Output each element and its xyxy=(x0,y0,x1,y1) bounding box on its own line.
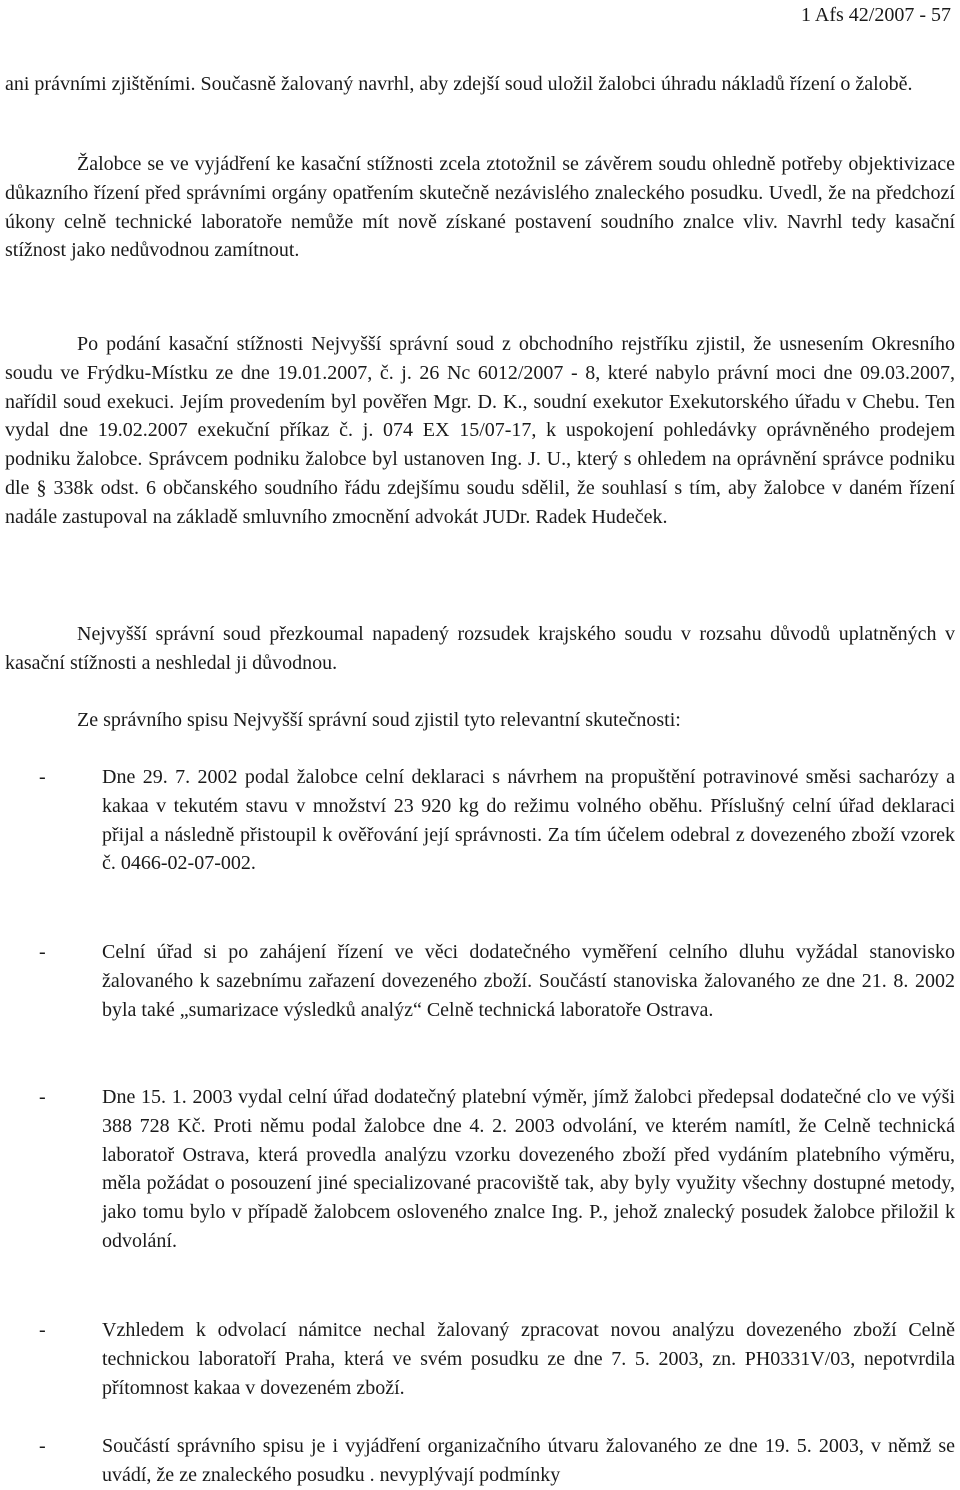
list-item-text: Dne 15. 1. 2003 vydal celní úřad dodatečný platební výměr, jímž žalobci předepsal dodatečné clo ve výši 388 728 Kč. Proti němu podal žalobce dne 4. 2. 2003 odvolání, ve kterém namítl, že Celně technická laboratoř Ostrava, která provedla analýzu vzorku dovezeného zboží před vydáním platebního výměru, měla požádat o posouzení jiné specializované pracoviště tak, aby byly využity všechny dostupné metody, jako tomu bylo v případě žalobcem osloveného znalce Ing. P., jehož znalecký posudek žalobce přiložil k odvolání. xyxy=(102,1086,955,1252)
list-item xyxy=(5,1432,955,1490)
case-reference-header: 1 Afs 42/2007 - 57 xyxy=(801,4,951,26)
list-item xyxy=(5,763,955,878)
list-item-text: Celní úřad si po zahájení řízení ve věci dodatečného vyměření celního dluhu vyžádal stanovisko žalovaného k sazebnímu zařazení dovezeného zboží. Součástí stanoviska žalovaného ze dne 21. 8. 2002 byla také „sumarizace výsledků analýz“ Celně technická laboratoře Ostrava. xyxy=(102,941,955,1021)
paragraph-court-review: Nejvyšší správní soud přezkoumal napadený rozsudek krajského soudu v rozsahu důvodů uplatněných v kasační stížnosti a neshledal ji důvodnou. xyxy=(5,623,955,674)
list-item-text: Součástí správního spisu je i vyjádření organizačního útvaru žalovaného ze dne 19. 5. 2003, v němž se uvádí, že ze znaleckého posudku . nevyplývají podmínky xyxy=(102,1435,955,1486)
list-item-text: Dne 29. 7. 2002 podal žalobce celní deklaraci s návrhem na propuštění potravinové směsi sacharózy a kakaa v tekutém stavu v množství 23 920 kg do režimu volného oběhu. Příslušný celní úřad deklaraci přijal a následně přistoupil k ověřování její správnosti. Za tím účelem odebral z dovezeného zboží vzorek č. 0466-02-07-002. xyxy=(102,766,955,875)
list-item xyxy=(5,1316,955,1402)
list-item-text: Vzhledem k odvolací námitce nechal žalovaný zpracovat novou analýzu dovezeného zboží Celně technickou laboratoří Praha, která ve svém posudku ze dne 7. 5. 2003, zn. PH0331V/03, nepotvrdila přítomnost kakaa v dovezeném zboží. xyxy=(102,1319,955,1399)
list-bullet-dash: - xyxy=(39,1435,46,1457)
list-bullet-dash: - xyxy=(39,1319,46,1341)
list-bullet-dash: - xyxy=(39,766,46,788)
paragraph-execution-facts: Po podání kasační stížnosti Nejvyšší správní soud z obchodního rejstříku zjistil, že usnesením Okresního soudu ve Frýdku-Místku ze dne 19.01.2007, č. j. 26 Nc 6012/2007 - 8, které nabylo právní moci dne 09.03.2007, nařídil soud exekuci. Jejím provedením byl pověřen Mgr. D. K., soudní exekutor Exekutorského úřadu v Chebu. Ten vydal dne 19.02.2007 exekuční příkaz č. j. 074 EX 15/07-17, k uspokojení pohledávky oprávněného prodejem podniku žalobce. Správcem podniku žalobce byl ustanoven Ing. J. U., který s ohledem na oprávnění správce podniku dle § 338k odst. 6 občanského soudního řádu zdejšímu soudu sdělil, že souhlasí s tím, aby žalobce v daném řízení nadále zastupoval na základě smluvního zmocnění advokát JUDr. Radek Hudeček. xyxy=(5,333,955,528)
list-bullet-dash: - xyxy=(39,1086,46,1108)
list-item xyxy=(5,1083,955,1256)
paragraph-continuation: ani právními zjištěními. Současně žalovaný navrhl, aby zdejší soud uložil žalobci úhradu nákladů řízení o žalobě. xyxy=(5,73,913,95)
list-bullet-dash: - xyxy=(39,941,46,963)
list-item xyxy=(5,938,955,1024)
paragraph-file-facts-intro: Ze správního spisu Nejvyšší správní soud zjistil tyto relevantní skutečnosti: xyxy=(77,709,681,731)
paragraph-plaintiff-response: Žalobce se ve vyjádření ke kasační stížnosti zcela ztotožnil se závěrem soudu ohledně potřeby objektivizace důkazního řízení před správními orgány opatřením skutečně nezávislého znaleckého posudku. Uvedl, že na předchozí úkony celně technické laboratoře nemůže mít nově získané postavení soudního znalce vliv. Navrhl tedy kasační stížnost jako nedůvodnou zamítnout. xyxy=(5,153,955,262)
